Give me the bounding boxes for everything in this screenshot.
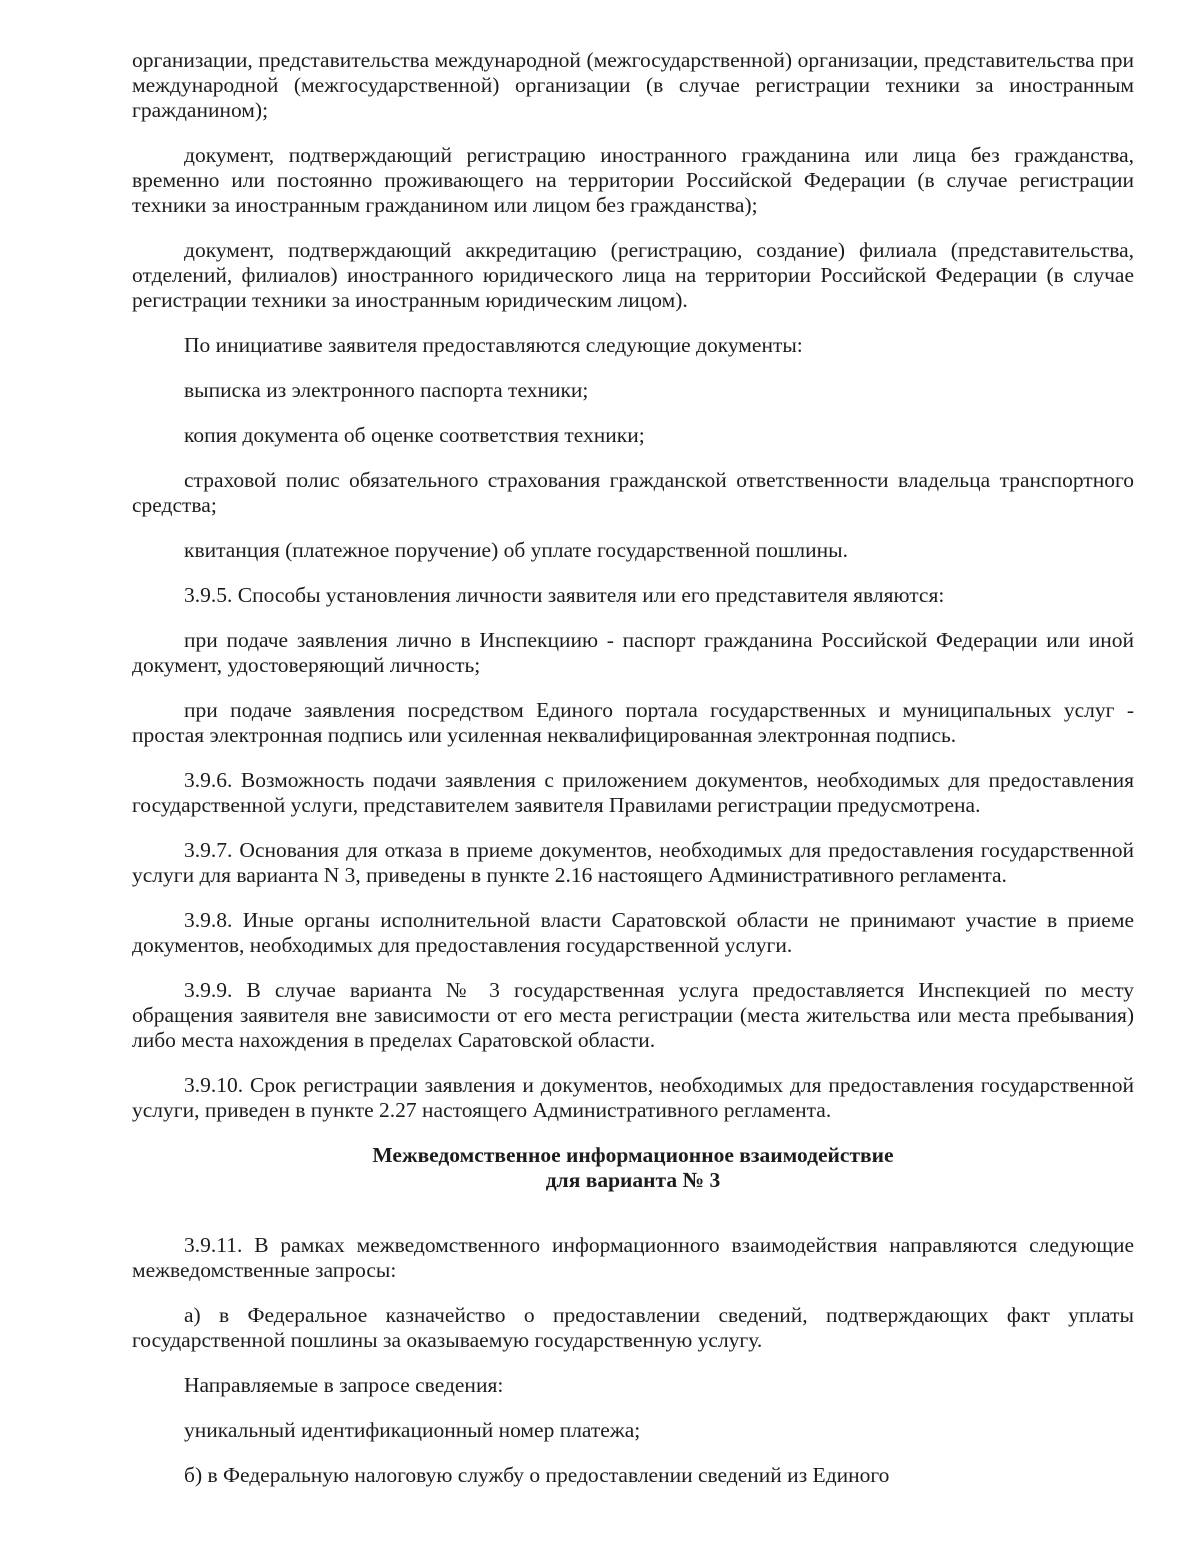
paragraph-12: 3.9.6. Возможность подачи заявления с приложением документов, необходимых для предоставления государственной услуги, представителем заявителя Правилами регистрации предусмотрена. xyxy=(132,768,1134,817)
paragraph-9: 3.9.5. Способы установления личности заявителя или его представителя являются: xyxy=(184,583,945,607)
paragraph-4: По инициативе заявителя предоставляются следующие документы: xyxy=(184,333,803,357)
paragraph-3: документ, подтверждающий аккредитацию (регистрацию, создание) филиала (представительства, отделений, филиалов) иностранного юридического лица на территории Российской Федерации (в случае регистрации техники за иностранным юридическим лицом). xyxy=(132,238,1134,312)
section-heading-line-2: для варианта № 3 xyxy=(545,1168,721,1192)
paragraph-21: б) в Федеральную налоговую службу о предоставлении сведений из Единого xyxy=(184,1463,890,1487)
paragraph-8: квитанция (платежное поручение) об уплате государственной пошлины. xyxy=(184,538,848,562)
paragraph-2: документ, подтверждающий регистрацию иностранного гражданина или лица без гражданства, временно или постоянно проживающего на территории Российской Федерации (в случае регистрации техники за иностранным гражданином или лицом без гражданства); xyxy=(132,143,1134,217)
paragraph-11: при подаче заявления посредством Единого портала государственных и муниципальных услуг - простая электронная подпись или усиленная неквалифицированная электронная подпись. xyxy=(132,698,1134,747)
document-page xyxy=(132,48,1134,1508)
paragraph-18: а) в Федеральное казначейство о предоставлении сведений, подтверждающих факт уплаты государственной пошлины за оказываемую государственную услугу. xyxy=(132,1303,1134,1352)
section-heading xyxy=(132,1143,1134,1193)
paragraph-13: 3.9.7. Основания для отказа в приеме документов, необходимых для предоставления государственной услуги для варианта N 3, приведены в пункте 2.16 настоящего Административного регламента. xyxy=(132,838,1134,887)
paragraph-5: выписка из электронного паспорта техники; xyxy=(184,378,589,402)
paragraph-19: Направляемые в запросе сведения: xyxy=(184,1373,504,1397)
paragraph-15: 3.9.9. В случае варианта № 3 государственная услуга предоставляется Инспекцией по месту обращения заявителя вне зависимости от его места регистрации (места жительства или места пребывания) либо места нахождения в пределах Саратовской области. xyxy=(132,978,1134,1052)
section-heading-line-1: Межведомственное информационное взаимодействие xyxy=(372,1143,894,1167)
paragraph-7: страховой полис обязательного страхования гражданской ответственности владельца транспортного средства; xyxy=(132,468,1134,517)
paragraph-17: 3.9.11. В рамках межведомственного информационного взаимодействия направляются следующие межведомственные запросы: xyxy=(132,1233,1134,1282)
paragraph-1: организации, представительства международной (межгосударственной) организации, представительства при международной (межгосударственной) организации (в случае регистрации техники за иностранным гражданином); xyxy=(132,48,1134,122)
paragraph-16: 3.9.10. Срок регистрации заявления и документов, необходимых для предоставления государственной услуги, приведен в пункте 2.27 настоящего Административного регламента. xyxy=(132,1073,1134,1122)
paragraph-6: копия документа об оценке соответствия техники; xyxy=(184,423,645,447)
paragraph-20: уникальный идентификационный номер платежа; xyxy=(184,1418,641,1442)
paragraph-14: 3.9.8. Иные органы исполнительной власти Саратовской области не принимают участие в приеме документов, необходимых для предоставления государственной услуги. xyxy=(132,908,1134,957)
paragraph-10: при подаче заявления лично в Инспекциию - паспорт гражданина Российской Федерации или иной документ, удостоверяющий личность; xyxy=(132,628,1134,677)
